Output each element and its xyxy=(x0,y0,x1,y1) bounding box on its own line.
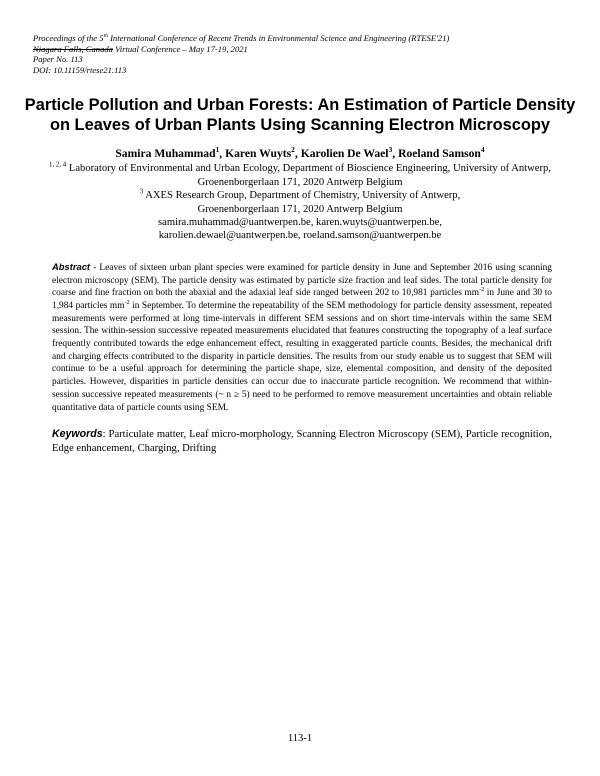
keywords xyxy=(52,428,552,455)
aff-text: AXES Research Group, Department of Chemistry, University of Antwerp, xyxy=(143,190,461,202)
venue-line xyxy=(33,44,600,55)
abstract xyxy=(52,261,552,414)
unit-sup: -2 xyxy=(124,299,130,306)
author-name: Karen Wuyts xyxy=(225,147,292,161)
ordinal-sup: th xyxy=(103,33,108,40)
author xyxy=(115,147,219,160)
author-sup: 3 xyxy=(388,145,393,155)
keywords-label: Keywords xyxy=(52,428,103,441)
conference-text: Proceedings of the 5 xyxy=(33,33,104,43)
author-sup: 2 xyxy=(291,145,295,155)
author-name: Roeland Samson xyxy=(398,147,481,161)
keywords-text: : Particulate matter, Leaf micro-morphology, Scanning Electron Microscopy (SEM), Particle recognition, Edge enhancement, Charging, Drifting xyxy=(52,429,552,454)
struck-venue: Niagara Falls, Canada xyxy=(33,43,113,54)
venue-text: Virtual Conference – May 17-19, 2021 xyxy=(112,43,248,54)
abstract-label: Abstract xyxy=(52,260,91,272)
abstract-text: in September. To determine the repeatability of the SEM methodology for particle density assessment, repeated measurements were performed at long time-intervals in different SEM sessions and on short time-intervals within the same SEM session. The within-session successive repeated measurements elucidated that features constructing the topography of a leaf surface frequently contributed towards the edge enhancement effect, resulting in exaggerated particle counts. Besides, the mechanical drift and charging effects contributed to the disparity in particle densities. The results from our study enable us to suggest that SEM will continue to be a useful approach for determining the particle shape, size, elemental composition, and density of the deposited particles. However, disparities in particle densities can occur due to inaccurate particle recognition. We recommend that within-session successive repeated measurements (~ n ≥ 5) need to be performed to remove measurement uncertainties and obtain reliable quantitative data of particle counts using SEM. xyxy=(52,300,552,413)
paper-number: Paper No. 113 xyxy=(33,54,83,65)
author-sup: 1 xyxy=(215,145,220,155)
affiliation-1 xyxy=(0,162,600,175)
author-list: Samira Muhammad$^1$, Karen Wuyts$^2$, Karolien De Wael$^3$, Roeland Samson$^4$ xyxy=(115,145,485,161)
abstract-text: in June and 30 to 1,984 particles mm xyxy=(52,288,552,311)
affiliation-1-address: Groenenborgerlaan 171, 2020 Antwerp Belgium xyxy=(197,176,403,188)
page-number: 113-1 xyxy=(287,733,313,744)
author-name: Karolien De Wael xyxy=(300,147,389,161)
author xyxy=(398,147,485,160)
author xyxy=(225,147,295,160)
emails: samira.muhammad@uantwerpen.be, karen.wuyts@uantwerpen.be, xyxy=(158,217,442,228)
conference-line xyxy=(33,33,600,44)
author-name: Samira Muhammad xyxy=(115,147,216,161)
paper-title: Particle Pollution and Urban Forests: An Estimation of Particle Density on Leaves of Urban Plants Using Scanning Electron Microscopy xyxy=(24,96,576,135)
abstract-text: - Leaves of sixteen urban plant species were examined for particle density in June and September 2016 using scanning electron microscopy (SEM). The particle density was estimated by particle size fraction and leaf sides. The total particle density for coarse and fine fraction on both the abaxial and the adaxial leaf side ranged between 202 to 10,981 particles mm xyxy=(52,262,552,299)
affiliation-3-address: Groenenborgerlaan 171, 2020 Antwerp Belgium xyxy=(197,203,403,215)
affiliation-3 xyxy=(0,189,600,202)
emails: karolien.dewael@uantwerpen.be, roeland.samson@uantwerpen.be xyxy=(158,230,442,242)
author xyxy=(301,147,393,160)
aff-sup: 1, 2, 4 xyxy=(49,161,67,169)
aff-text: Laboratory of Environmental and Urban Ecology, Department of Bioscience Engineering, University of Antwerp, xyxy=(66,163,551,175)
doi: DOI: 10.11159/rtese21.113 xyxy=(33,64,127,75)
unit-sup: -2 xyxy=(479,287,485,294)
author-sup: 4 xyxy=(480,145,485,155)
conference-text-rest: International Conference of Recent Trends in Environmental Science and Engineering (RTESE'21) xyxy=(107,33,450,43)
aff-sup: 3 xyxy=(139,188,144,196)
affiliations xyxy=(0,162,600,242)
proceedings-header xyxy=(33,33,600,75)
